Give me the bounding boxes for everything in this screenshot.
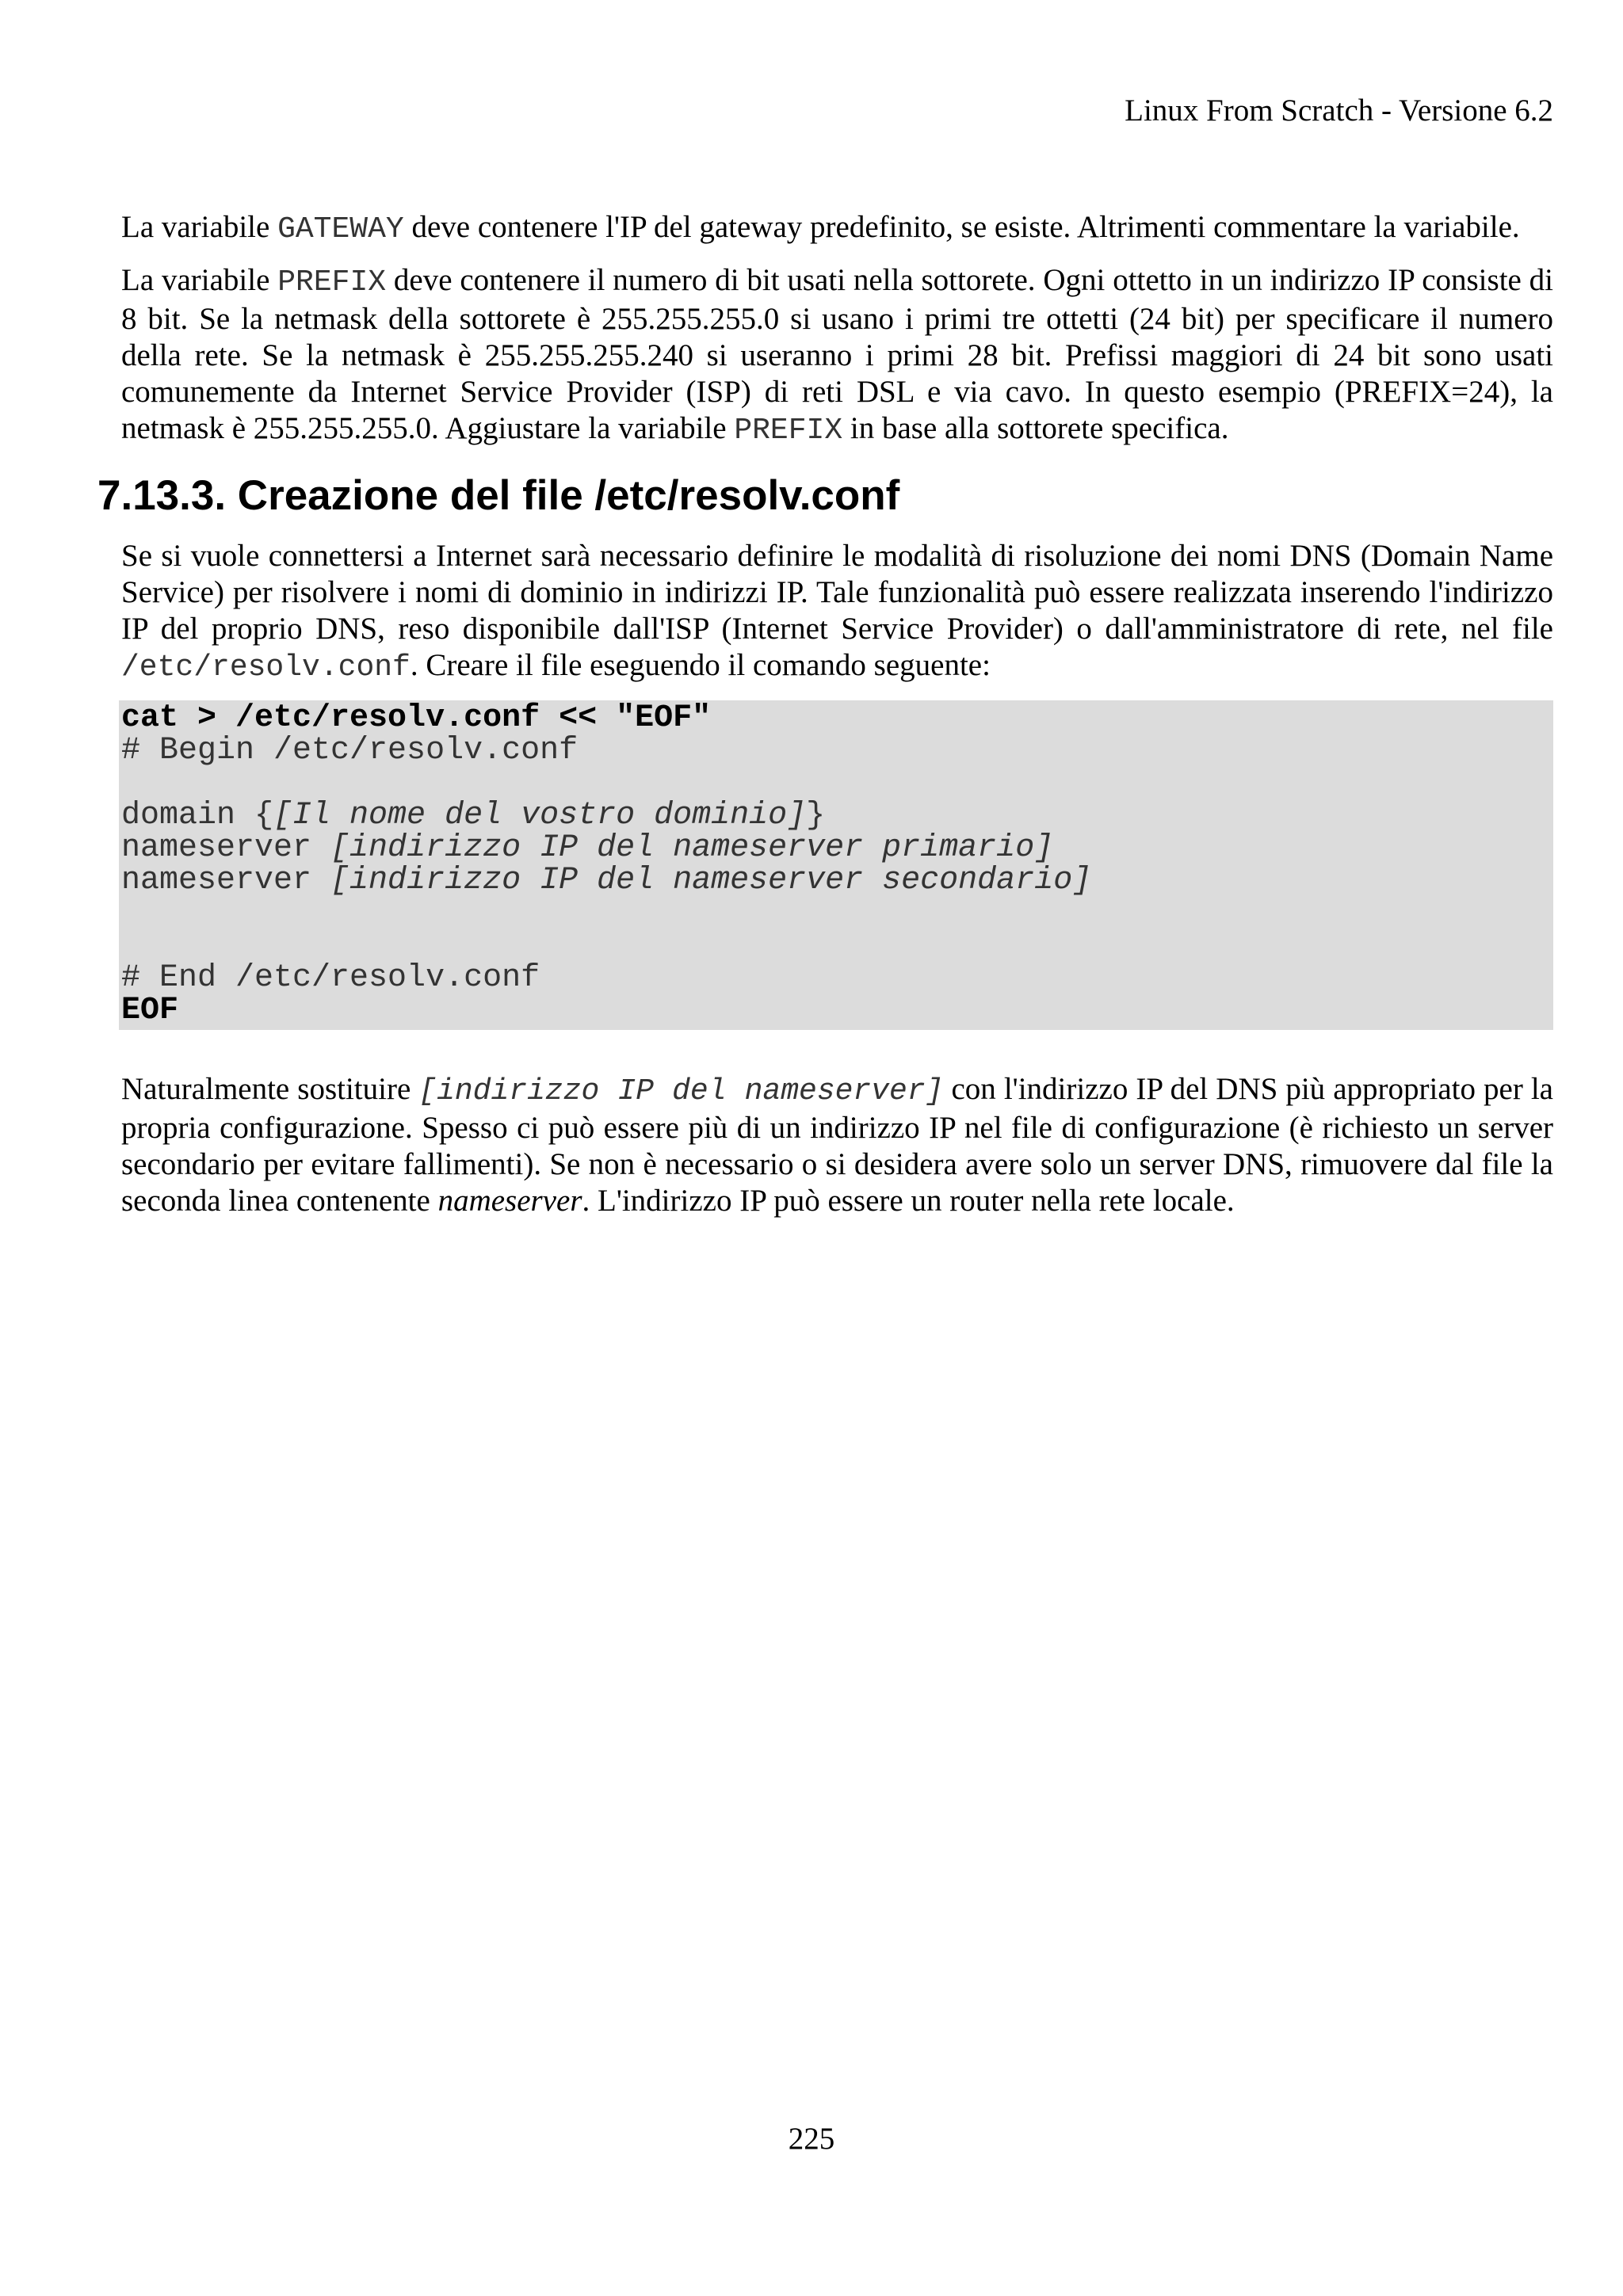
code-text: } xyxy=(806,798,826,833)
page-content xyxy=(97,209,1554,1234)
text: deve contenere il numero di bit usati nella sottorete. Ogni ottetto in un indirizzo IP consiste di 8 bit. Se la netmask della sottorete è 255.255.255.0 si usano i primi tre ottetti (24 bit) per specificare il numero della rete. Se la netmask è 255.255.255.240 si useranno i primi 28 bit. Prefissi maggiori di 24 bit sono usati comunemente da Internet Service Provider (ISP) di reti DSL e via cavo. In questo esempio (PREFIX=24), la netmask è 255.255.255.0. Aggiustare la variabile xyxy=(121,263,1554,445)
code-line-blank xyxy=(121,767,1549,799)
code-placeholder: [indirizzo IP del nameserver] xyxy=(418,1074,944,1108)
paragraph-resolv-intro xyxy=(121,538,1553,686)
code-text: nameserver xyxy=(121,830,331,866)
text: La variabile xyxy=(121,210,278,244)
code-line-nameserver-primary xyxy=(121,832,1549,864)
section-heading: 7.13.3. Creazione del file /etc/resolv.conf xyxy=(97,472,900,519)
code-prefix: PREFIX xyxy=(734,414,843,448)
paragraph-gateway xyxy=(121,209,1553,248)
text: deve contenere l'IP del gateway predefinito, se esiste. Altrimenti commentare la variabile. xyxy=(403,210,1520,244)
code-line-comment: # End /etc/resolv.conf xyxy=(121,960,540,996)
code-resolv-path: /etc/resolv.conf xyxy=(121,650,411,685)
page-number: 225 xyxy=(788,2122,835,2156)
code-line-comment: # Begin /etc/resolv.conf xyxy=(121,733,579,769)
paragraph-nameserver-note xyxy=(121,1071,1553,1219)
code-text: nameserver xyxy=(121,863,331,898)
code-line-domain xyxy=(121,799,1549,832)
paragraph-prefix xyxy=(121,262,1553,449)
code-line-eof: EOF xyxy=(121,993,179,1028)
running-header: Linux From Scratch - Versione 6.2 xyxy=(1125,93,1553,128)
code-prefix: PREFIX xyxy=(277,265,387,299)
code-line-command: cat > /etc/resolv.conf << "EOF" xyxy=(121,700,712,736)
code-line-blank xyxy=(121,929,1549,962)
code-line-nameserver-secondary xyxy=(121,864,1549,897)
command-code-block[interactable] xyxy=(119,700,1553,1030)
code-placeholder: [indirizzo IP del nameserver secondario] xyxy=(330,863,1092,898)
text: Se si vuole connettersi a Internet sarà necessario definire le modalità di risoluzione dei nomi DNS (Domain Name Service) per risolvere i nomi di dominio in indirizzi IP. Tale funzionalità può essere realizzata inserendo l'indirizzo IP del proprio DNS, reso disponibile dall'ISP (Internet Service Provider) o dall'amministratore di rete, nel file xyxy=(121,539,1553,646)
code-text: domain { xyxy=(121,798,274,833)
code-gateway: GATEWAY xyxy=(277,212,404,246)
text: . L'indirizzo IP può essere un router nella rete locale. xyxy=(582,1184,1235,1218)
text: con l'indirizzo IP del DNS più appropriato per la propria configurazione. Spesso ci può essere più di un indirizzo IP nel file di configurazione (è richiesto un server secondario per evitare fallimenti). Se non è necessario o si desidera avere solo un server DNS, rimuovere dal file la seconda linea contenente xyxy=(121,1072,1553,1218)
code-placeholder: [Il nome del vostro dominio] xyxy=(273,798,807,833)
emphasis-nameserver: nameserver xyxy=(437,1184,582,1218)
code-line-blank xyxy=(121,897,1549,929)
code-placeholder: [indirizzo IP del nameserver primario] xyxy=(330,830,1054,866)
text: La variabile xyxy=(121,263,278,297)
text: in base alla sottorete specifica. xyxy=(842,411,1229,445)
text: Naturalmente sostituire xyxy=(121,1072,419,1106)
text: . Creare il file eseguendo il comando seguente: xyxy=(410,648,991,682)
